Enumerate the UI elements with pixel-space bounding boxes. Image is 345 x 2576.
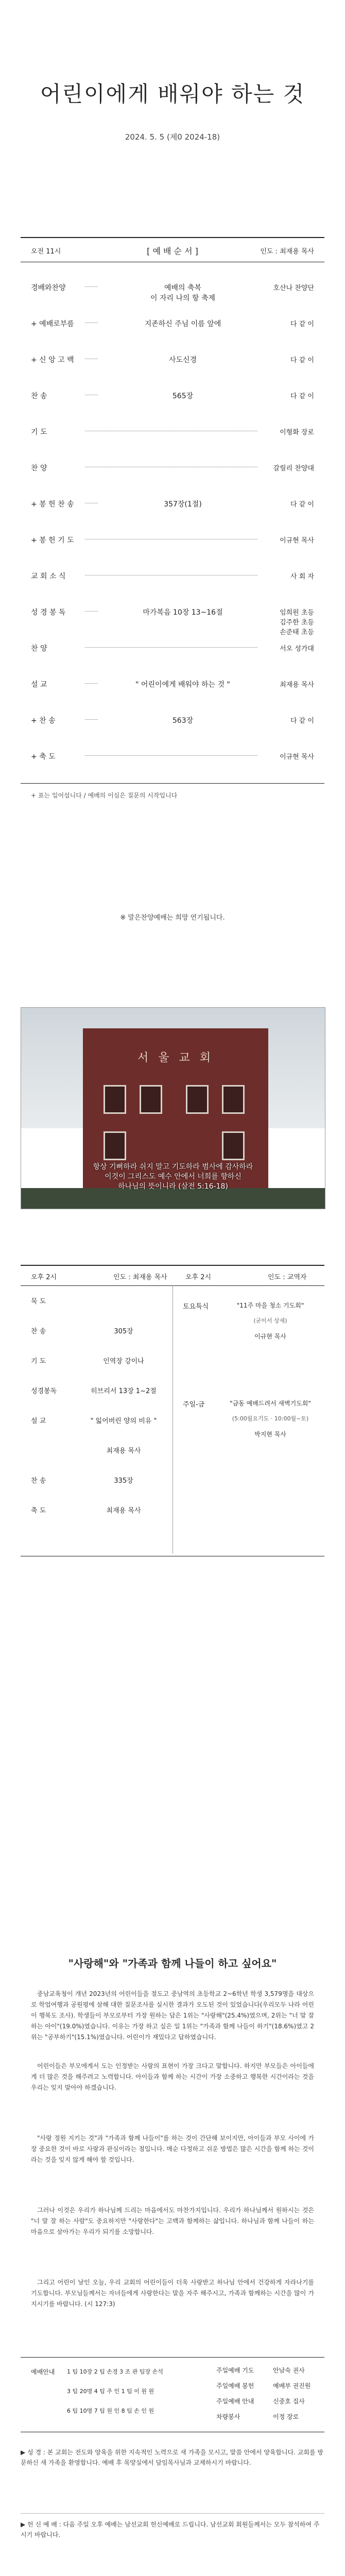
article-title: "사랑해"와 "가족과 함께 나들이 하고 싶어요" xyxy=(68,1957,277,1970)
order-heading: [ 예 배 순 서 ] xyxy=(147,246,198,256)
order-row-label: 기 도 xyxy=(31,428,47,436)
afternoon-row-content: " 잃어버린 양의 비유 " xyxy=(90,1417,157,1425)
order-row xyxy=(21,350,324,369)
order-top-rule xyxy=(21,237,324,238)
order-row-person: 다 같 이 xyxy=(288,391,314,400)
order-row-label: 찬 양 xyxy=(31,645,47,653)
duty-right-person: 안남숙 권사 xyxy=(273,2367,305,2374)
duty-right-label: 주일예배 봉헌 xyxy=(216,2382,254,2389)
order-row-label: + 봉 헌 기 도 xyxy=(31,536,74,545)
article-paragraph: 그리고 어린이 날인 오늘, 우리 교회의 어린이들이 더욱 사랑받고 하나님 안에서 건강하게 자라나기를 기도합니다. 부모님들께서는 자녀들에게 사랑한다는 말을 자주 해주시고, 가족과 함께하는 시간을 많이 가지시기를 바랍니다. (시 127:3) xyxy=(31,2279,314,2308)
duty-left-line: 6 팀 10명 7 팀 원 인 8 팀 손 인 원 xyxy=(67,2408,154,2414)
photo-caption xyxy=(21,1162,325,1192)
afternoon-row-content: 인역장 강이나 xyxy=(103,1358,144,1365)
order-row-label: + 봉 헌 찬 송 xyxy=(31,500,74,509)
order-row-person: 다 같 이 xyxy=(288,715,314,725)
order-row-person: 다 같 이 xyxy=(288,354,314,364)
order-row-person: 호산나 찬양단 xyxy=(271,282,314,292)
order-row-label: + 축 도 xyxy=(31,753,56,761)
article-paragraph: 그러나 이것은 우리가 하나님께 드리는 마음에서도 마찬가지입니다. 우리가 하나님께서 원하시는 것은 "너 말 잘 하는 사람"도 중요하지만 "사랑한다"는 고백과 함께하는 삶입니다. 하나님과 함께 나들이 하는 마음으로 살아가는 우리가 되기를 소망합니다. xyxy=(31,2207,314,2235)
duty-right-person: 신중호 집사 xyxy=(273,2398,305,2405)
article-paragraph: 중남교육청이 개년 2023년의 어린이들을 절도고 중남역의 초등학교 2~6학년 학생 3,579명을 대상으로 학업여행과 공원평에 살해 대한 질문조사를 실시한 결과가 오도된 것이 있었습니다(우리모두 나라 어린이 행복도 조사). 학생들이 부모로부터 가장 원하는 답은 1위는 "사랑해"(25.4%)였으며, 2위는 "너 말 잘 하는 아이"(19.0%)였습니다. 이유는 가장 하고 싶은 일 1위는 "가족과 함께 나들이 하기"(18.6%)였고 2위는 "공부하기"(15.1%)였습니다. 어린이가 재밌다고 답하였습니다. xyxy=(31,1990,314,2041)
order-row-content: 마가복음 10장 13~16절 xyxy=(98,607,268,617)
news-divider xyxy=(21,2513,324,2514)
duty-right-label: 차량봉사 xyxy=(216,2413,240,2420)
church-photo xyxy=(21,1007,325,1209)
order-row xyxy=(21,675,324,693)
order-row xyxy=(21,747,324,766)
afternoon-right-time: 오후 2시 xyxy=(185,1274,212,1281)
duty-right-person: 이정 장로 xyxy=(273,2413,299,2420)
order-row-person: 사 회 자 xyxy=(288,571,314,581)
order-row-content: 565장 xyxy=(98,391,268,401)
afternoon-row-content: 305장 xyxy=(114,1328,133,1335)
afternoon-block-content: "금동 예배드려서 새벽기도회" xyxy=(230,1400,311,1407)
order-row xyxy=(21,459,324,477)
photo-window xyxy=(186,1085,209,1114)
order-row-content: 지존하신 주님 이름 앞에 xyxy=(98,318,268,329)
afternoon-row-content: 최재용 목사 xyxy=(106,1447,141,1455)
order-row-label: 설 교 xyxy=(31,681,47,689)
order-row-person: 이형화 장로 xyxy=(278,427,314,436)
order-row-person: 임희원 초등 김주한 초등 손준태 초등 xyxy=(278,607,314,636)
order-row-content: 사도신경 xyxy=(98,354,268,365)
order-row-label: + 찬 송 xyxy=(31,717,56,725)
order-row xyxy=(21,422,324,441)
order-row-label: 경배와찬양 xyxy=(31,284,66,292)
order-row-label: 찬 송 xyxy=(31,392,47,400)
afternoon-left-time: 오후 2시 xyxy=(31,1274,57,1281)
order-row-person: 이규현 목사 xyxy=(278,751,314,761)
order-bottom-rule xyxy=(21,783,324,784)
afternoon-row-label: 축 도 xyxy=(31,1507,46,1515)
order-row-label: 교 회 소 식 xyxy=(31,572,66,581)
afternoon-row-label: 묵 도 xyxy=(31,1298,46,1306)
photo-caption-line: 하나님의 뜻이니라 (살전 5:16-18) xyxy=(118,1182,228,1191)
order-row-label: 찬 양 xyxy=(31,464,47,472)
duty-left-label: 예배안내 xyxy=(31,2368,55,2376)
order-row xyxy=(21,603,324,636)
order-row xyxy=(21,314,324,333)
afternoon-left-leader: 인도 : 최재용 목사 xyxy=(113,1274,167,1281)
photo-window xyxy=(222,1085,245,1114)
afternoon-block-content: "11주 마을 청소 기도회" xyxy=(236,1302,304,1309)
afternoon-row-label: 성경봉독 xyxy=(31,1387,57,1395)
order-row-content: " 어린이에게 배워야 하는 것 " xyxy=(98,679,268,689)
photo-window xyxy=(140,1085,162,1114)
order-row-person: 다 같 이 xyxy=(288,318,314,328)
order-row-label: 성 경 봉 독 xyxy=(31,608,66,617)
order-row xyxy=(21,567,324,585)
afternoon-block-person: 박지현 목사 xyxy=(254,1431,286,1438)
order-row-person: 갈릴리 찬양대 xyxy=(271,463,314,472)
order-note: + 표는 일어섭니다 / 예배의 이심은 질문의 시작입니다 xyxy=(31,792,178,799)
afternoon-row-content: 히브리서 13장 1~2절 xyxy=(91,1387,157,1395)
news-item: ▶ 성 경 : 본 교회는 전도와 양육을 위한 지속적인 노력으로 새 가족을 모시고, 말씀 안에서 양육합니다. 교회를 방문하신 새 가족을 환영합니다. 예배 후 목양실에서 담임목사님과 교제하시기 바랍니다. xyxy=(21,2449,324,2466)
order-row-person: 다 같 이 xyxy=(288,499,314,509)
afternoon-row-label: 기 도 xyxy=(31,1358,46,1365)
afternoon-row-label: 설 교 xyxy=(31,1417,46,1425)
duty-right-label: 주일예배 안내 xyxy=(216,2398,254,2405)
afternoon-block-person: 이규현 목사 xyxy=(254,1333,286,1340)
duty-top-rule xyxy=(21,2357,324,2358)
order-row-person: 서오 성가대 xyxy=(278,643,314,653)
photo-window xyxy=(104,1131,126,1160)
order-row xyxy=(21,495,324,513)
article-paragraph: 어린이들은 부모에게서 도는 인정받는 사랑의 표현이 가장 크다고 말합니다. 하지만 부모들은 아이들에게 더 많은 것을 해주려고 노력합니다. 아이들과 함께 하는 시간이 가장 소중하고 행복한 시간이라는 것을 우리는 잊지 말아야 하겠습니다. xyxy=(31,2062,314,2091)
afternoon-row-label: 찬 송 xyxy=(31,1477,46,1485)
duty-left-line: 1 팀 10장 2 팀 손경 3 조 관 팀장 손석 xyxy=(67,2368,163,2375)
afternoon-block-title: 토요특식 xyxy=(183,1303,209,1311)
order-row xyxy=(21,278,324,302)
afternoon-block-title: 주일-금 xyxy=(183,1401,205,1409)
order-row-label: + 예배로부름 xyxy=(31,320,74,328)
evening-notice: ※ 말은찬양예배는 희망 연기됩니다. xyxy=(120,914,225,922)
order-row-content: 563장 xyxy=(98,715,268,725)
order-time-label: 오전 11시 xyxy=(31,248,61,256)
order-row xyxy=(21,531,324,549)
photo-window xyxy=(104,1085,126,1114)
order-row xyxy=(21,639,324,657)
afternoon-top-rule xyxy=(21,1265,324,1266)
order-row-leader-dots xyxy=(85,755,257,756)
order-row-label: + 신 앙 고 백 xyxy=(31,356,74,364)
order-row xyxy=(21,386,324,405)
order-row xyxy=(21,711,324,730)
news-item: ▶ 헌 신 예 배 : 다음 주일 오후 예배는 남선교회 헌신예배로 드립니다. 남선교회 회원들께서는 모두 참석하여 주시기 바랍니다. xyxy=(21,2521,320,2538)
photo-window xyxy=(222,1131,245,1160)
order-row-content: 357장(1절) xyxy=(98,499,268,509)
afternoon-block-sub: (굳이서 상세) xyxy=(253,1317,287,1324)
photo-caption-line: 항상 기뻐하라 쉬지 말고 기도하라 범사에 감사하라 xyxy=(93,1163,253,1171)
afternoon-block-sub: (5:00월요기도 · 10:00월~토) xyxy=(232,1415,309,1422)
order-row-content: 예배의 축복 이 자리 나의 항 축제 xyxy=(98,282,268,303)
afternoon-right-leader: 인도 : 교역자 xyxy=(268,1274,307,1281)
order-row-leader-dots xyxy=(85,647,257,648)
order-row-person: 최재용 목사 xyxy=(278,679,314,689)
order-leader: 인도 : 최재용 목사 xyxy=(260,248,314,256)
duty-right-label: 주일예배 기도 xyxy=(216,2367,254,2374)
duty-left-line: 3 팀 20명 4 팀 주 인 1 팀 이 원 원 xyxy=(67,2388,154,2395)
photo-sign: 서 울 교 회 xyxy=(137,1052,214,1064)
photo-caption-line: 이것이 그리스도 예수 안에서 너희를 향하신 xyxy=(105,1173,242,1181)
bulletin-title: 어린이에게 배워야 하는 것 xyxy=(40,81,305,107)
afternoon-row-content: 최재용 목사 xyxy=(106,1507,141,1515)
order-row-person: 이규현 목사 xyxy=(278,535,314,545)
bulletin-date: 2024. 5. 5 (제0 2024-18) xyxy=(125,132,220,142)
duty-right-person: 예배부 권진원 xyxy=(273,2382,311,2389)
afternoon-row-content: 335장 xyxy=(114,1477,133,1485)
article-paragraph: "사랑 정원 지키는 것"과 "가족과 함께 나들이"를 하는 것이 간단해 보이지만, 아이들과 부모 사이에 가장 중요한 것이 바로 사랑과 관심이라는 점입니다. 매순 다정하고 쉬운 방법은 많은 시간을 함께 하는 것이라는 것을 잊지 않게 해야 할 것입니다. xyxy=(31,2134,314,2163)
afternoon-row-label: 찬 송 xyxy=(31,1328,46,1335)
